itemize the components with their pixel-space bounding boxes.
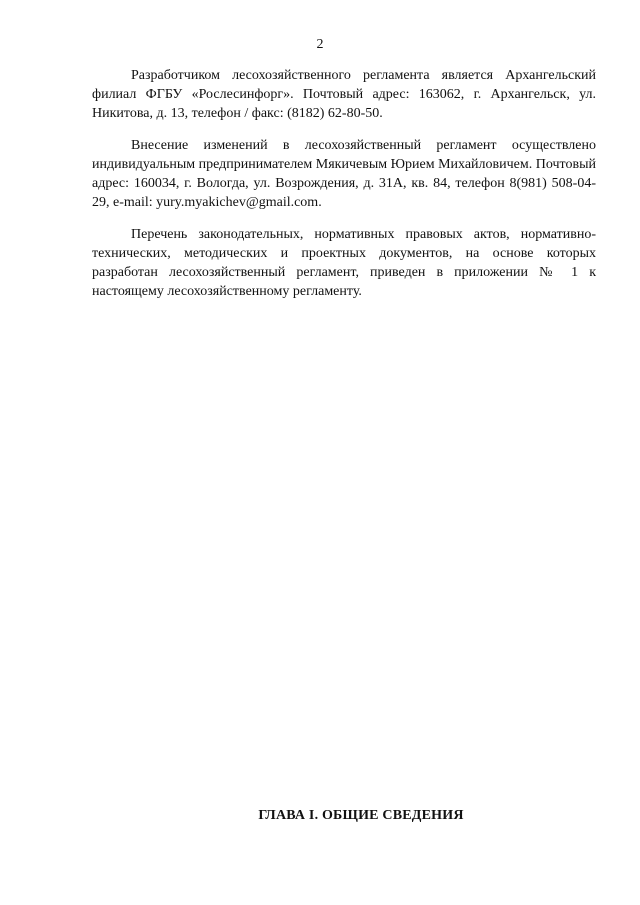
page-number: 2	[316, 37, 324, 52]
paragraph-amendments: Внесение изменений в лесохозяйственный регламент осуществлено индивидуальным предпринимателем Мякичевым Юрием Михайловичем. Почтовый адрес: 160034, г. Вологда, ул. Возрождения, д. 31А, кв. 84, телефон 8(981) 508-04-29, e-mail: yury.myakichev@gmail.com.	[92, 138, 596, 210]
paragraph-developer: Разработчиком лесохозяйственного регламента является Архангельский филиал ФГБУ «Рослесинфорг». Почтовый адрес: 163062, г. Архангельск, ул. Никитова, д. 13, телефон / факс: (8182) 62-80-50.	[92, 68, 596, 121]
paragraph-documents-list: Перечень законодательных, нормативных правовых актов, нормативно-технических, методических и проектных документов, на основе которых разработан лесохозяйственный регламент, приведен в приложении № 1 к настоящему лесохозяйственному регламенту.	[92, 227, 596, 299]
document-body	[92, 66, 596, 314]
chapter-heading: ГЛАВА I. ОБЩИЕ СВЕДЕНИЯ	[258, 808, 464, 823]
